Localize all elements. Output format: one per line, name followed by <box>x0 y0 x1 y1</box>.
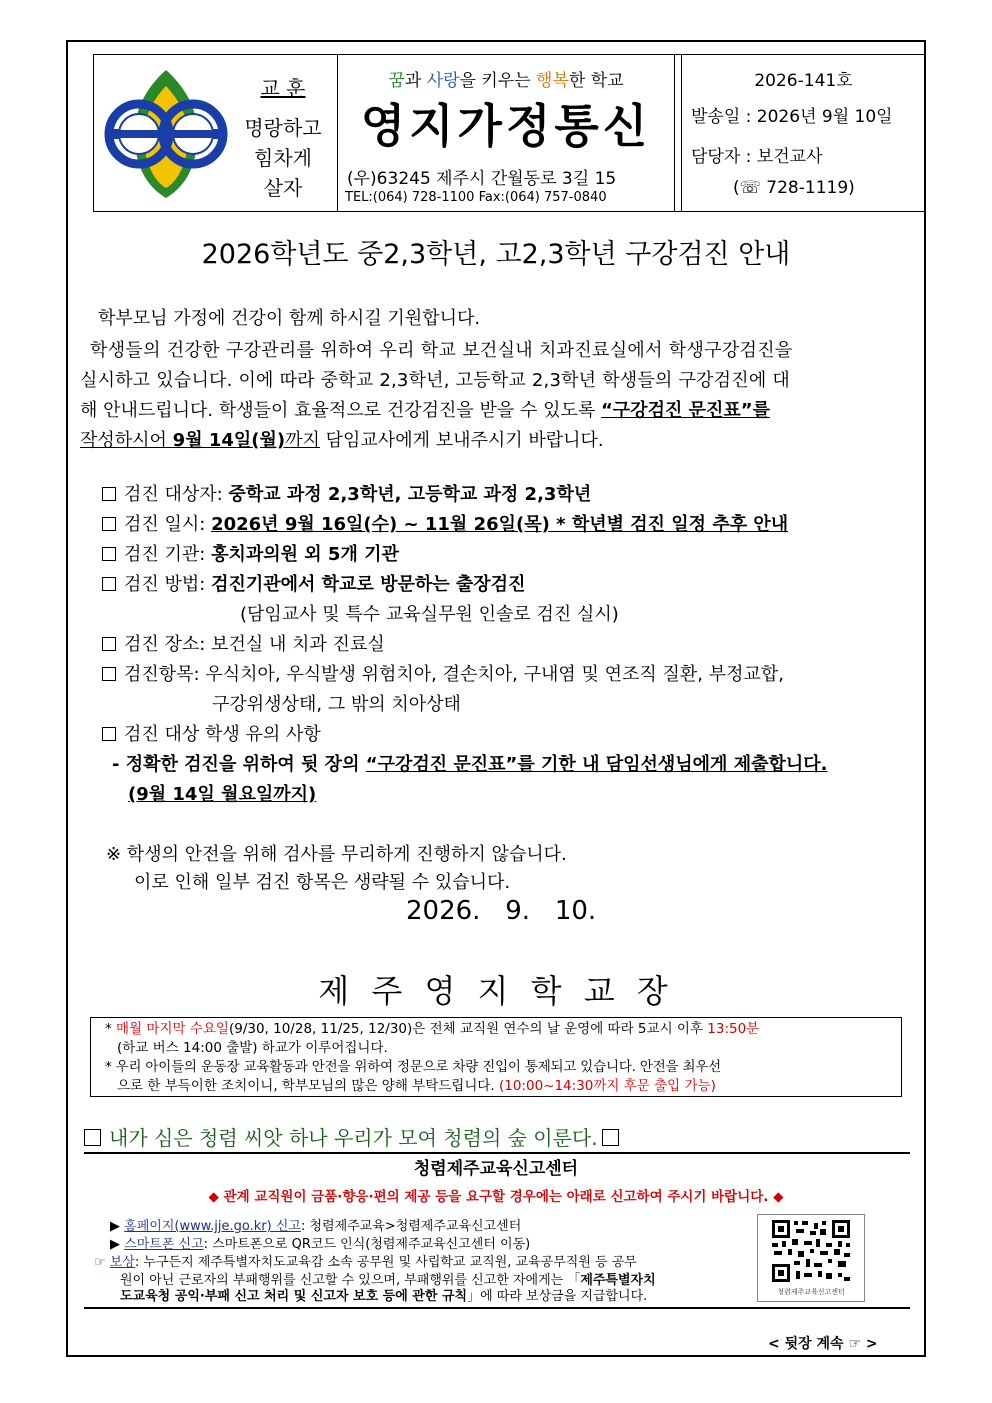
item-target: 검진 대상자: 중학교 과정 2,3학년, 고등학교 과정 2,3학년 <box>102 480 591 506</box>
notice-box <box>90 1017 902 1097</box>
body-line-4: 작성하시어 9월 14일(월)까지 담임교사에게 보내주시기 바랍니다. <box>80 430 604 451</box>
contact-phone: (☏ 728-1119) <box>733 178 855 198</box>
safety-note-1: ※ 학생의 안전을 위해 검사를 무리하게 진행하지 않습니다. <box>106 844 567 865</box>
item-precautions: 검진 대상 학생 유의 사항 <box>102 720 321 746</box>
report-reward: ☞ 보상: 누구든지 제주특별자치도교육감 소속 공무원 및 사립학교 교직원, 교육공무직원 등 공무 <box>94 1255 637 1270</box>
item-method-note: (담임교사 및 특수 교육실무원 인솔로 검진 실시) <box>240 604 619 625</box>
slogan-word-love: 사랑 <box>426 71 460 91</box>
notice-line-1: * 매월 마지막 수요일(9/30, 10/28, 11/25, 12/30)은 전체 교직원 연수의 날 운영에 따라 5교시 이후 13:50분 <box>105 1021 760 1037</box>
continue-note: < 뒷장 계속 ☞ > <box>768 1336 878 1352</box>
body-line-2: 실시하고 있습니다. 이에 따라 중학교 2,3학년, 고등학교 2,3학년 학생들의 구강검진에 대 <box>80 370 790 391</box>
checkbox-icon <box>102 517 116 531</box>
questionnaire-highlight: “구강검진 문진표”를 <box>600 400 770 421</box>
checkbox-icon <box>84 1129 101 1146</box>
integrity-center-title: 청렴제주교육신고센터 <box>413 1159 579 1179</box>
report-homepage: ▶ 홈페이지(www.jje.go.kr) 신고: 청렴제주교육>청렴제주교육신고센터 <box>110 1219 522 1234</box>
issue-date: 발송일 : 2026년 9월 10일 <box>691 107 893 127</box>
qr-caption: 청렴제주교육신고센터 <box>777 1288 845 1296</box>
motto-title: 교 훈 <box>260 76 306 100</box>
newsletter-title: 영지가정통신 <box>360 99 652 153</box>
item-schedule: 검진 일시: 2026년 9월 16일(수) ~ 11월 26일(목) * 학년별 검진 일정 추후 안내 <box>102 510 788 536</box>
slogan-word-happy: 행복 <box>536 71 569 91</box>
body-line-1: 학생들의 건강한 구강관리를 위하여 우리 학교 보건실내 치과진료실에서 학생구강검진을 <box>90 340 793 361</box>
item-exam-items-cont: 구강위생상태, 그 밖의 치아상태 <box>212 694 461 715</box>
notice-line-2: (하교 버스 14:00 출발) 하교가 이루어집니다. <box>117 1040 388 1056</box>
checkbox-icon <box>102 577 116 591</box>
item-exam-items: 검진항목: 우식치아, 우식발생 위험치아, 결손치아, 구내염 및 연조직 질환, 부정교합, <box>102 660 784 686</box>
issue-number: 2026-141호 <box>754 71 853 91</box>
school-logo <box>101 64 231 202</box>
checkbox-icon <box>602 1129 619 1146</box>
safety-note-2: 이로 인해 일부 검진 항목은 생략될 수 있습니다. <box>134 872 511 893</box>
divider-bottom <box>84 1307 910 1309</box>
integrity-slogan: 내가 심은 청렴 씨앗 하나 우리가 모여 청렴의 숲 이룬다. <box>84 1122 627 1151</box>
document-title: 2026학년도 중2,3학년, 고2,3학년 구강검진 안내 <box>201 239 791 270</box>
notice-line-4: 으로 한 부득이한 조치이니, 학부모님의 많은 양해 부탁드립니다. (10:00~14:30까지 후문 출입 가능) <box>117 1078 716 1094</box>
notice-line-3: * 우리 아이들의 운동장 교육활동과 안전을 위하여 정문으로 차량 진입이 통제되고 있습니다. 안전을 최우선 <box>105 1059 721 1075</box>
report-reward-3: 도교육청 공익·부패 신고 처리 및 신고자 보호 등에 관한 규칙」에 따라 보상금을 지급합니다. <box>120 1289 648 1304</box>
school-slogan: 꿈과 사랑을 키우는 행복한 학교 <box>388 71 624 91</box>
checkbox-icon <box>102 667 116 681</box>
deadline-date: 9월 14일(월) <box>172 430 286 451</box>
principal-signature: 제 주 영 지 학 교 장 <box>318 972 674 1010</box>
checkbox-icon <box>102 727 116 741</box>
greeting: 학부모님 가정에 건강이 함께 하시길 기원합니다. <box>98 308 481 329</box>
report-reward-2: 원이 아닌 근로자의 부패행위를 신고할 수 있으며, 부패행위를 신고한 자에게는 「제주특별자치 <box>120 1273 656 1288</box>
integrity-report-note: ◆ 관계 교직원이 금품·향응·편의 제공 등을 요구할 경우에는 아래로 신고하여 주시기 바랍니다. ◆ <box>208 1189 784 1205</box>
motto-line-2: 힘차게 <box>254 146 312 170</box>
item-institution: 검진 기관: 홍치과의원 외 5개 기관 <box>102 540 399 566</box>
school-address: (우)63245 제주시 간월동로 3길 15 <box>347 169 617 189</box>
report-smartphone: ▶ 스마트폰 신고: 스마트폰으로 QR코드 인식(청렴제주교육신고센터 이동) <box>110 1237 531 1252</box>
school-phone-fax: TEL:(064) 728-1100 Fax:(064) 757-0840 <box>345 190 607 205</box>
motto-line-3: 살자 <box>263 176 303 200</box>
item-location: 검진 장소: 보건실 내 치과 진료실 <box>102 630 385 656</box>
precaution-line: - 정확한 검진을 위하여 뒷 장의 “구강검진 문진표”를 기한 내 담임선생님에게 제출합니다. <box>112 754 828 775</box>
slogan-word-dream: 꿈 <box>388 71 405 91</box>
checkbox-icon <box>102 487 116 501</box>
precaution-deadline: (9월 14일 월요일까지) <box>128 784 317 805</box>
qr-code[interactable] <box>757 1214 865 1302</box>
motto-line-1: 명랑하고 <box>244 116 322 140</box>
contact-person: 담당자 : 보건교사 <box>691 147 823 167</box>
item-method: 검진 방법: 검진기관에서 학교로 방문하는 출장검진 <box>102 570 525 596</box>
checkbox-icon <box>102 547 116 561</box>
checkbox-icon <box>102 637 116 651</box>
body-line-3: 해 안내드립니다. 학생들이 효율적으로 건강검진을 받을 수 있도록 “구강검진 문진표”를 <box>80 400 770 421</box>
header <box>93 54 926 212</box>
issue-date-footer: 2026. 9. 10. <box>406 896 597 926</box>
